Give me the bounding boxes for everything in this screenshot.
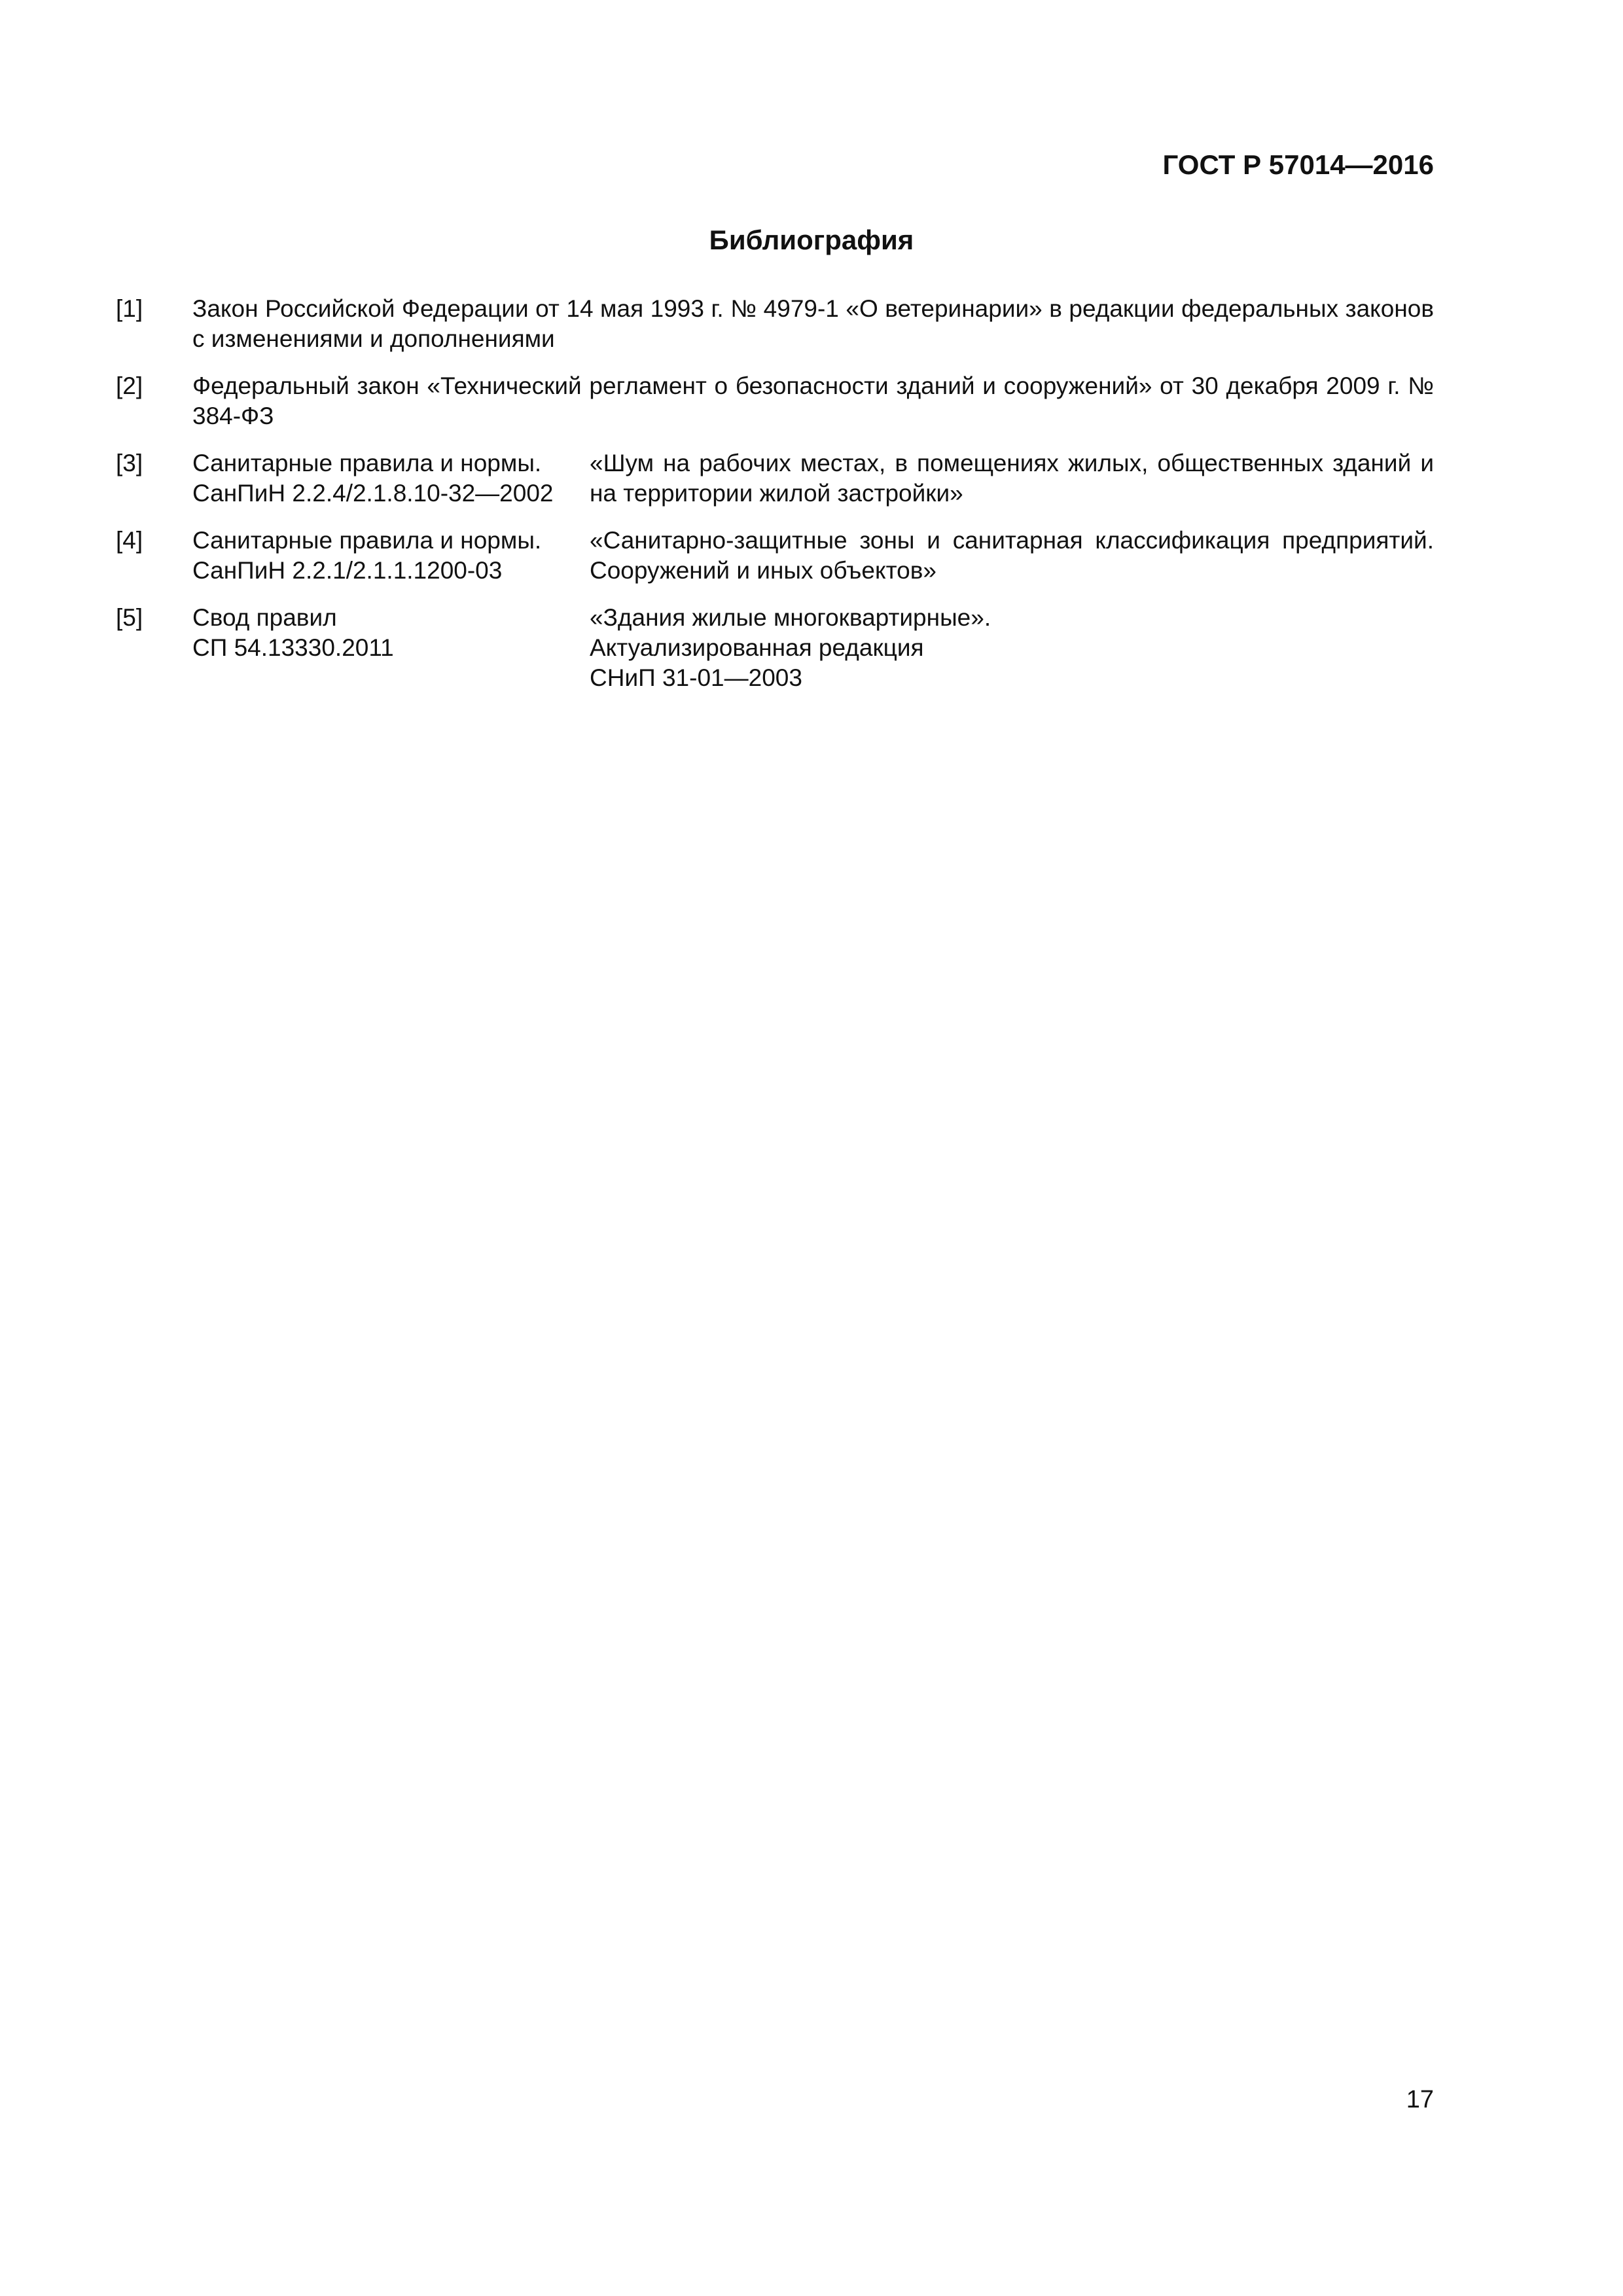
entry-title: «Санитарно-защитные зоны и санитарная классификация предприятий. Сооружений и иных объектов» (590, 527, 1434, 584)
entry-title-line: «Здания жилые многоквартирные». (590, 604, 991, 631)
entry-source (192, 526, 590, 586)
entry-text: Закон Российской Федерации от 14 мая 1993 г. № 4979-1 «О ветеринарии» в редакции федеральных законов с изменениями и дополнениями (192, 295, 1434, 352)
entry-source (192, 448, 590, 509)
entry-text: Федеральный закон «Технический регламент о безопасности зданий и сооружений» от 30 декабря 2009 г. № 384-ФЗ (192, 372, 1434, 429)
bibliography-entry-2 (116, 371, 1434, 431)
entry-source-line: СП 54.13330.2011 (192, 634, 394, 661)
entry-number: [5] (116, 604, 143, 631)
bibliography-entry-3 (116, 448, 1434, 509)
section-title: Библиография (709, 224, 914, 255)
entry-source-line: Санитарные правила и нормы. (192, 527, 542, 554)
entry-number: [4] (116, 527, 143, 554)
entry-title: «Шум на рабочих местах, в помещениях жилых, общественных зданий и на территории жилой застройки» (590, 450, 1434, 507)
entry-source-line: СанПиН 2.2.4/2.1.8.10-32—2002 (192, 480, 554, 507)
bibliography-entry-1 (116, 294, 1434, 354)
bibliography-entry-4 (116, 526, 1434, 586)
entry-number: [1] (116, 295, 143, 322)
bibliography-entry-5 (116, 603, 1434, 693)
page-number: 17 (1406, 2086, 1434, 2113)
entry-title-line: Актуализированная редакция (590, 634, 924, 661)
entry-title (590, 603, 1434, 693)
bibliography-list (116, 294, 1434, 693)
entry-source-line: Санитарные правила и нормы. (192, 450, 542, 476)
entry-number: [3] (116, 450, 143, 476)
entry-source (192, 603, 590, 693)
entry-source-line: СанПиН 2.2.1/2.1.1.1200-03 (192, 557, 503, 584)
document-code: ГОСТ Р 57014—2016 (1162, 149, 1434, 180)
entry-number: [2] (116, 372, 143, 399)
entry-source-line: Свод правил (192, 604, 337, 631)
entry-title-line: СНиП 31-01—2003 (590, 664, 802, 691)
